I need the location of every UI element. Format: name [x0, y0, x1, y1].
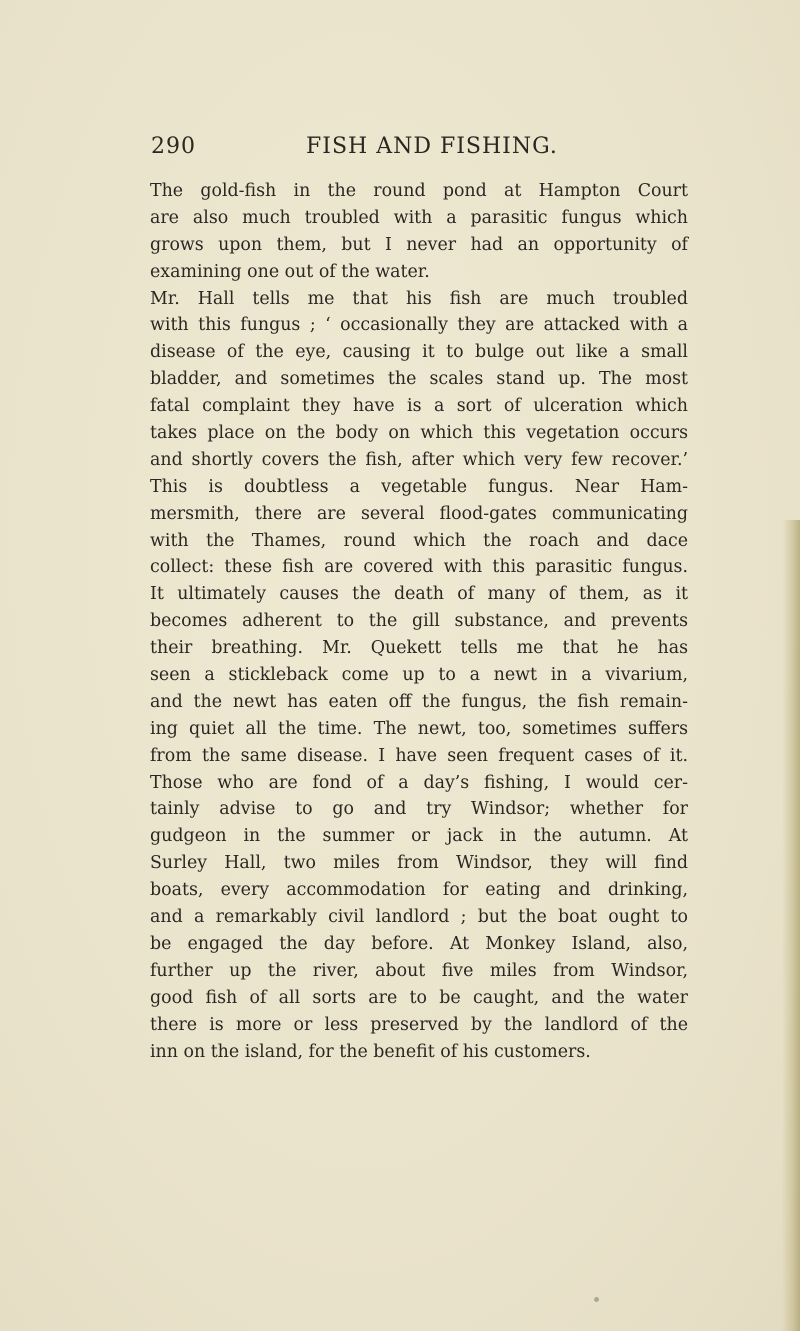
running-head	[0, 132, 800, 162]
text-line: disease of the eye, causing it to bulge out like a small	[150, 342, 688, 363]
text-line: and a remarkably civil landlord ; but the boat ought to	[150, 907, 688, 928]
text-line: The gold-fish in the round pond at Hampton Court	[150, 181, 688, 201]
text-line: Surley Hall, two miles from Windsor, they will find	[150, 853, 688, 874]
ink-speck	[594, 1297, 599, 1302]
text-line: mersmith, there are several flood-gates communicating	[150, 503, 688, 524]
text-line: becomes adherent to the gill substance, and prevents	[150, 611, 688, 632]
text-line: It ultimately causes the death of many of them, as it	[150, 584, 688, 605]
text-line: with the Thames, round which the roach and dace	[150, 530, 688, 551]
text-line: with this fungus ; ‘ occasionally they are attacked with a	[150, 315, 688, 336]
page-edge-stain	[782, 520, 800, 1331]
text-line: further up the river, about five miles from Windsor,	[150, 960, 688, 981]
text-line: their breathing. Mr. Quekett tells me that he has	[150, 638, 688, 659]
page-number: 290	[151, 134, 196, 159]
text-line: from the same disease. I have seen frequent cases of it.	[150, 745, 688, 766]
text-line: and shortly covers the fish, after which very few recover.’	[150, 449, 688, 470]
text-line: takes place on the body on which this vegetation occurs	[150, 423, 688, 444]
text-line: Those who are fond of a day’s fishing, I would cer-	[150, 772, 688, 793]
text-line: This is doubtless a vegetable fungus. Near Ham-	[150, 476, 688, 497]
text-line: ing quiet all the time. The newt, too, sometimes suffers	[150, 718, 688, 739]
text-line: grows upon them, but I never had an opportunity of	[150, 234, 688, 255]
text-line: be engaged the day before. At Monkey Island, also,	[150, 933, 688, 954]
text-line: good fish of all sorts are to be caught, and the water	[150, 987, 688, 1008]
text-line: and the newt has eaten off the fungus, the fish remain-	[150, 691, 688, 712]
text-line: there is more or less preserved by the landlord of the	[150, 1014, 688, 1035]
text-line: collect: these fish are covered with this parasitic fungus.	[150, 557, 688, 578]
text-line: inn on the island, for the benefit of his customers.	[150, 1041, 591, 1062]
text-line: fatal complaint they have is a sort of ulceration which	[150, 396, 688, 417]
text-line: tainly advise to go and try Windsor; whether for	[150, 799, 688, 820]
text-line: Mr. Hall tells me that his fish are much troubled	[150, 288, 688, 309]
text-line: are also much troubled with a parasitic fungus which	[150, 207, 688, 228]
text-line: gudgeon in the summer or jack in the autumn. At	[150, 826, 688, 847]
body-text	[150, 178, 688, 1065]
text-line: bladder, and sometimes the scales stand up. The most	[150, 369, 688, 390]
running-title: FISH AND FISHING.	[306, 134, 558, 159]
text-line: examining one out of the water.	[150, 261, 430, 282]
text-line: boats, every accommodation for eating and drinking,	[150, 880, 688, 901]
text-line: seen a stickleback come up to a newt in a vivarium,	[150, 665, 688, 686]
